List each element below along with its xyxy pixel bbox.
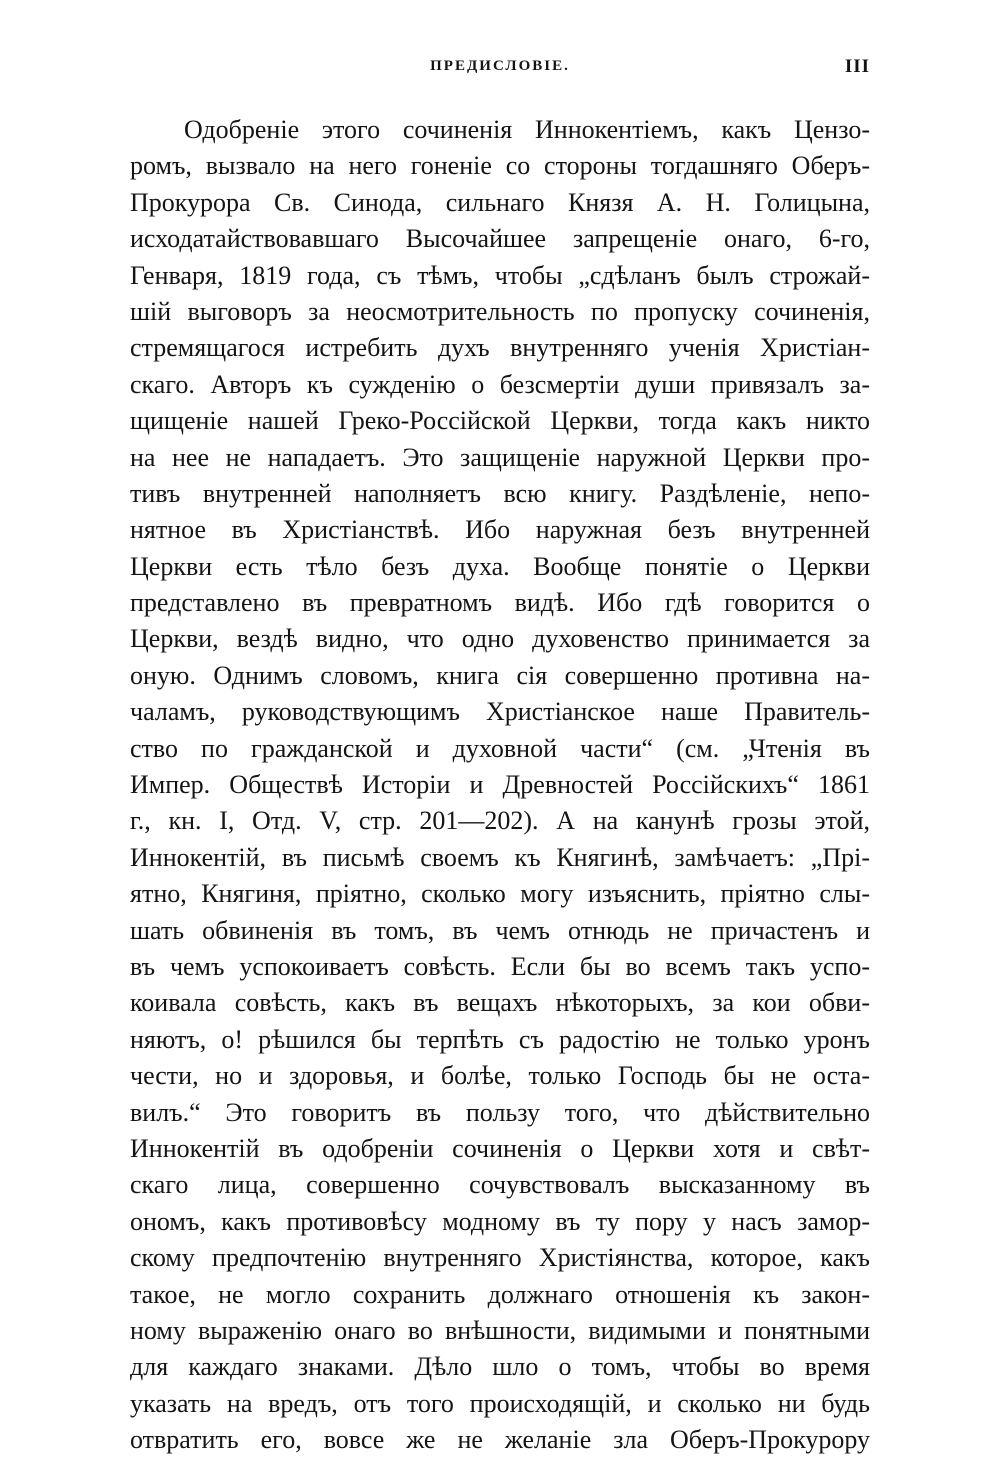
text-line: на нее не нападаетъ. Это защищенiе наружной Церкви про- (130, 442, 870, 472)
text-line: Одобренiе этого сочиненiя Иннокентiемъ, какъ Цензо- (184, 115, 870, 144)
text-line: чести, но и здоровья, и болѣе, только Господь бы не оста- (130, 1061, 870, 1091)
text-line: шiй выговоръ за неосмотрительность по пропуску сочиненiя, (130, 296, 870, 326)
body-text (130, 112, 870, 1458)
text-line: Прокурора Св. Синода, сильнаго Князя А. Н. Голицына, (130, 187, 870, 217)
text-line: такое, не могло сохранить должнаго отношенiя къ закон- (130, 1279, 870, 1309)
text-line: Церкви есть тѣло безъ духа. Вообще понятiе о Церкви (130, 551, 870, 581)
text-line: щищенiе нашей Греко-Россiйской Церкви, тогда какъ никто (130, 406, 870, 436)
text-line: скому предпочтенiю внутренняго Христiянства, которое, какъ (130, 1243, 870, 1273)
text-line: коивала совѣсть, какъ въ вещахъ нѣкоторыхъ, за кои обви- (130, 988, 870, 1018)
text-line: Церкви, вездѣ видно, что одно духовенство принимается за (130, 624, 870, 654)
text-line: стремящагося истребить духъ внутренняго ученiя Христiан- (130, 333, 870, 363)
text-line: отвратить его, вовсе же не желанiе зла Оберъ-Прокурору (130, 1425, 870, 1455)
text-line: Иннокентiй въ одобренiи сочиненiя о Церкви хотя и свѣт- (130, 1133, 870, 1163)
text-line: представлено въ превратномъ видѣ. Ибо гдѣ говорится о (130, 588, 870, 618)
text-line: нятное въ Христiанствѣ. Ибо наружная безъ внутренней (130, 515, 870, 545)
text-line: указать на вредъ, отъ того происходящiй, и сколько ни будь (130, 1388, 870, 1418)
text-line: для каждаго знаками. Дѣло шло о томъ, чтобы во время (130, 1352, 870, 1382)
text-line: скаго лица, совершенно сочувствовалъ высказанному въ (130, 1170, 870, 1200)
text-line: ство по гражданской и духовной части“ (см. „Чтенiя въ (130, 733, 870, 763)
text-line: ному выраженiю онаго во внѣшности, видимыми и понятными (130, 1315, 870, 1345)
text-line: ономъ, какъ противовѣсу модному въ ту пору у насъ замор- (130, 1206, 870, 1236)
text-line: г., кн. I, Отд. V, стр. 201—202). А на канунѣ грозы этой, (130, 806, 870, 836)
text-line: Иннокентiй, въ письмѣ своемъ къ Княгинѣ, замѣчаетъ: „Прi- (130, 842, 870, 872)
text-line: Генваря, 1819 года, съ тѣмъ, чтобы „сдѣланъ былъ строжай- (130, 260, 870, 290)
text-line: ятно, Княгиня, прiятно, сколько могу изъяснить, прiятно слы- (130, 879, 870, 909)
text-line: скаго. Авторъ къ сужденiю о безсмертiи души привязалъ за- (130, 369, 870, 399)
text-line: оную. Однимъ словомъ, книга сiя совершенно противна на- (130, 660, 870, 690)
text-line: шать обвиненiя въ томъ, въ чемъ отнюдь не причастенъ и (130, 915, 870, 945)
text-line: Импер. Обществѣ Исторiи и Древностей Россiйскихъ“ 1861 (130, 770, 870, 800)
text-line: вилъ.“ Это говоритъ въ пользу того, что дѣйствительно (130, 1097, 870, 1127)
running-title: ПРЕДИСЛОВIЕ. (430, 58, 570, 74)
text-line: въ чемъ успокоиваетъ совѣсть. Если бы во всемъ такъ успо- (130, 951, 870, 981)
text-line: ромъ, вызвало на него гоненiе со стороны тогдашняго Оберъ- (130, 151, 870, 181)
text-line: исходатайствовавшаго Высочайшее запрещенiе онаго, 6-го, (130, 224, 870, 254)
text-line: няютъ, о! рѣшился бы терпѣть съ радостiю не только уронъ (130, 1024, 870, 1054)
text-line: тивъ внутренней наполняетъ всю книгу. Раздѣленiе, непо- (130, 478, 870, 508)
running-head (130, 58, 870, 82)
text-line: чаламъ, руководствующимъ Христiанское наше Правитель- (130, 697, 870, 727)
page-number: III (844, 56, 870, 77)
